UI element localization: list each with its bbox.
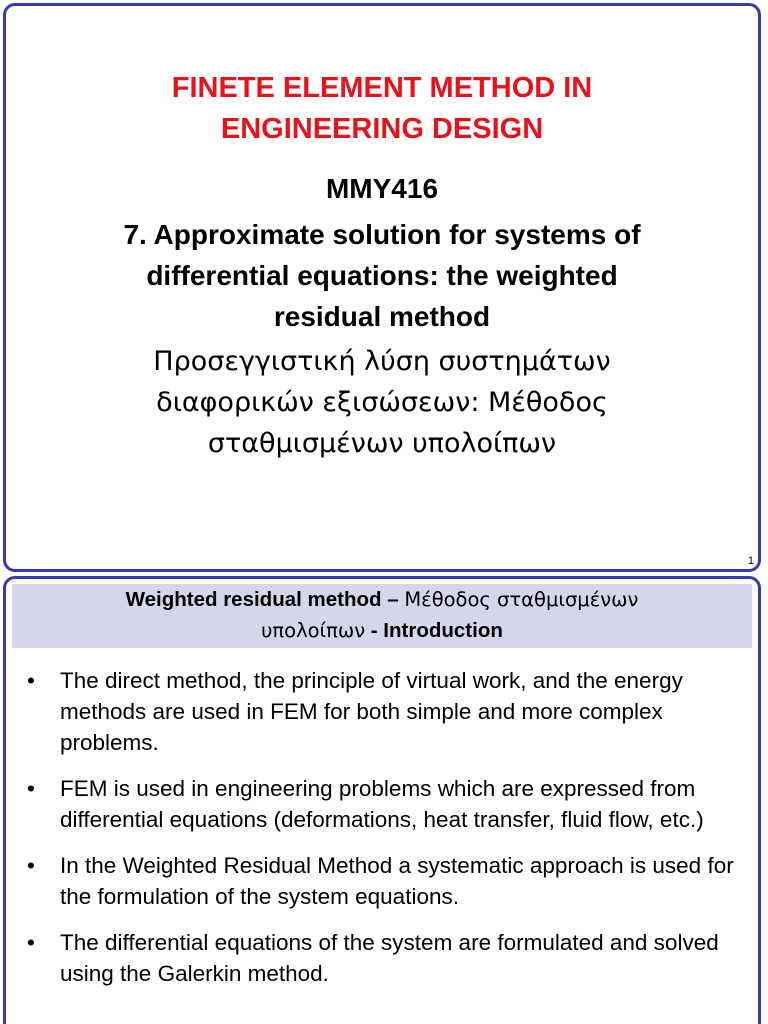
bullet-text: The differential equations of the system are formulated and solved using the Galerkin method.	[60, 930, 719, 986]
bullet-item	[24, 927, 740, 989]
content-slide	[3, 576, 761, 1024]
bullet-icon: •	[27, 853, 35, 878]
bullet-item	[24, 773, 740, 835]
lecture-title-greek-line: Προσεγγιστική λύση συστημάτων	[153, 346, 611, 377]
slide-number: 1	[747, 555, 754, 567]
slide-title-line: ENGINEERING DESIGN	[220, 113, 544, 145]
slide-title	[6, 68, 758, 150]
lecture-title-line: residual method	[273, 301, 491, 332]
bullet-icon: •	[27, 776, 35, 801]
slide-heading-line-2	[12, 615, 752, 646]
lecture-title-greek-line: διαφορικών εξισώσεων: Μέθοδος	[156, 387, 608, 418]
course-code: MMY416	[325, 173, 439, 204]
title-slide	[3, 3, 761, 572]
slide-heading	[12, 584, 752, 646]
bullet-item	[24, 665, 740, 758]
heading-greek-part: Μέθοδος σταθμισμένων	[404, 588, 639, 611]
heading-english-part: - Introduction	[365, 619, 503, 642]
slide-heading-line-1	[12, 584, 752, 615]
bullet-text: In the Weighted Residual Method a systematic approach is used for the formulation of the system equations.	[60, 853, 734, 909]
lecture-title-greek-line: σταθμισμένων υπολοίπων	[207, 428, 557, 459]
slide-title-line: FINETE ELEMENT METHOD IN	[171, 72, 593, 104]
lecture-title-line: 7. Approximate solution for systems of	[123, 219, 641, 250]
bullet-text: The direct method, the principle of virtual work, and the energy methods are used in FEM for both simple and more complex problems.	[60, 668, 683, 755]
heading-greek-part: υπολοίπων	[261, 619, 366, 642]
heading-english-part: Weighted residual method –	[125, 588, 405, 611]
bullet-text: FEM is used in engineering problems which are expressed from differential equations (deformations, heat transfer, fluid flow, etc.)	[60, 776, 704, 832]
bullet-item	[24, 850, 740, 912]
lecture-title-line: differential equations: the weighted	[146, 260, 618, 291]
lecture-title-english	[46, 214, 718, 337]
bullet-icon: •	[27, 668, 35, 693]
lecture-title-greek	[46, 341, 718, 464]
bullet-icon: •	[27, 930, 35, 955]
bullet-list	[24, 665, 740, 1004]
